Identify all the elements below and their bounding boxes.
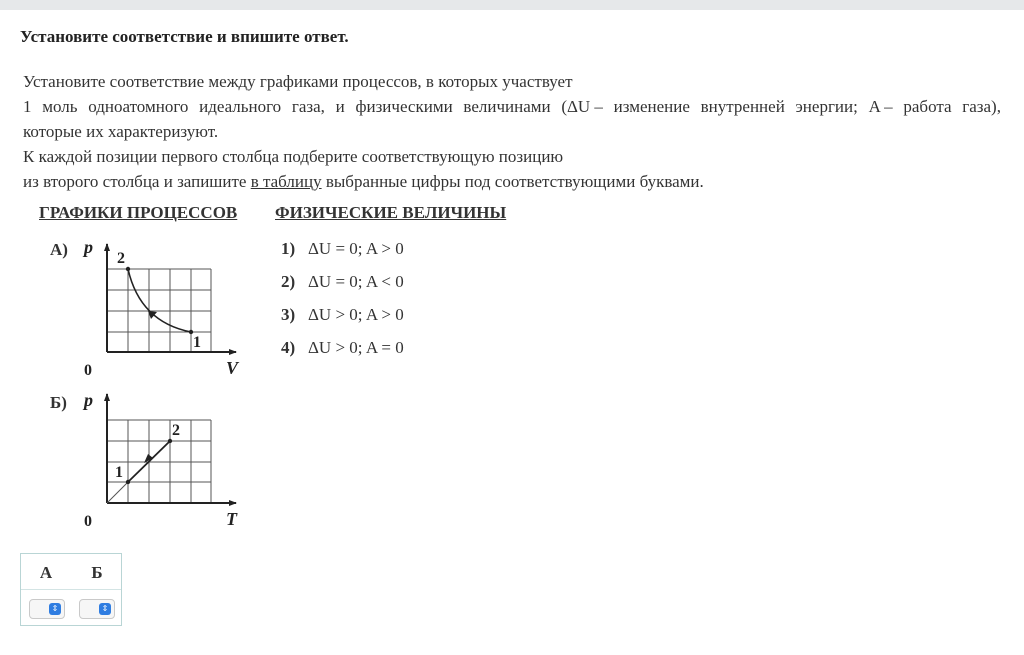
answer-header-b: Б xyxy=(91,563,103,582)
task-line-2-word: газа, xyxy=(291,97,325,116)
task-line-2-word: 1 xyxy=(23,97,32,116)
select-arrows-icon: ⇕ xyxy=(99,603,111,615)
answer-header-a: А xyxy=(39,563,53,582)
value-option-1-text: ΔU = 0; A > 0 xyxy=(308,239,404,258)
graph-a-y-label: p xyxy=(84,237,93,257)
graph-a xyxy=(50,237,240,379)
task-line-2-word: изменение xyxy=(613,97,690,116)
select-arrows-icon: ⇕ xyxy=(49,603,61,615)
task-heading: Установите соответствие и впишите ответ. xyxy=(20,27,349,46)
process-graphs xyxy=(40,232,260,532)
table-link[interactable]: в таблицу xyxy=(250,172,322,191)
answer-table xyxy=(20,553,122,626)
task-line-5-start: из второго столбца и запишите xyxy=(23,172,251,191)
task-line-2-word: внутренней xyxy=(700,97,785,116)
values-column-header: ФИЗИЧЕСКИЕ ВЕЛИЧИНЫ xyxy=(275,203,507,222)
task-line-2-word: физическими xyxy=(355,97,453,116)
task-line-2 xyxy=(23,94,1001,119)
value-option-4: 4) ΔU > 0; A = 0 xyxy=(281,338,404,357)
value-option-2-text: ΔU = 0; A < 0 xyxy=(308,272,404,291)
answer-table-divider xyxy=(21,589,121,590)
graph-b-extension-line xyxy=(107,482,128,503)
graphs-column-header: ГРАФИКИ ПРОЦЕССОВ xyxy=(39,203,238,222)
graph-a-point-end: 1 xyxy=(193,334,201,351)
graph-a-point-start: 2 xyxy=(117,250,125,267)
top-bar xyxy=(0,0,1024,10)
graph-a-origin: 0 xyxy=(84,362,92,379)
task-line-2-word: и xyxy=(335,97,345,116)
task-line-2-word: газа), xyxy=(962,97,1001,116)
graph-b-letter: Б) xyxy=(50,393,67,412)
task-line-5-end: выбранные цифры под соответствующими буквами. xyxy=(321,172,704,191)
task-text xyxy=(23,69,1001,194)
graph-b-origin: 0 xyxy=(84,513,92,530)
graph-b-point-end: 2 xyxy=(172,422,180,439)
task-line-1: Установите соответствие между графиками процессов, в которых участвует xyxy=(23,72,573,91)
value-option-1: 1) ΔU = 0; A > 0 xyxy=(281,239,404,258)
task-line-4: К каждой позиции первого столбца подберите соответствующую позицию xyxy=(23,147,564,166)
task-line-2-word: величинами xyxy=(463,97,551,116)
task-line-2-word: одноатомного xyxy=(88,97,189,116)
value-option-3-text: ΔU > 0; A > 0 xyxy=(308,305,404,324)
task-line-2-word: моль xyxy=(42,97,78,116)
graph-a-x-label: V xyxy=(226,358,239,378)
task-line-5 xyxy=(23,169,1001,194)
task-line-2-word: идеального xyxy=(199,97,282,116)
answer-select-b[interactable] xyxy=(79,599,115,619)
value-option-4-text: ΔU > 0; A = 0 xyxy=(308,338,404,357)
graph-b xyxy=(50,390,238,530)
task-line-2-word: A – xyxy=(868,97,893,116)
graph-b-grid xyxy=(107,420,211,503)
graph-a-letter: А) xyxy=(50,240,68,259)
task-line-2-word: энергии; xyxy=(795,97,858,116)
graph-b-x-label: T xyxy=(226,509,237,529)
task-line-3: которые их характеризуют. xyxy=(23,122,219,141)
task-line-2-word: работа xyxy=(903,97,952,116)
value-option-3: 3) ΔU > 0; A > 0 xyxy=(281,305,404,324)
answer-select-a[interactable] xyxy=(29,599,65,619)
graph-b-y-label: p xyxy=(84,390,93,410)
task-line-2-word: (ΔU – xyxy=(561,97,603,116)
values-list xyxy=(281,236,404,368)
value-option-2: 2) ΔU = 0; A < 0 xyxy=(281,272,404,291)
graph-b-point-start: 1 xyxy=(115,464,123,481)
